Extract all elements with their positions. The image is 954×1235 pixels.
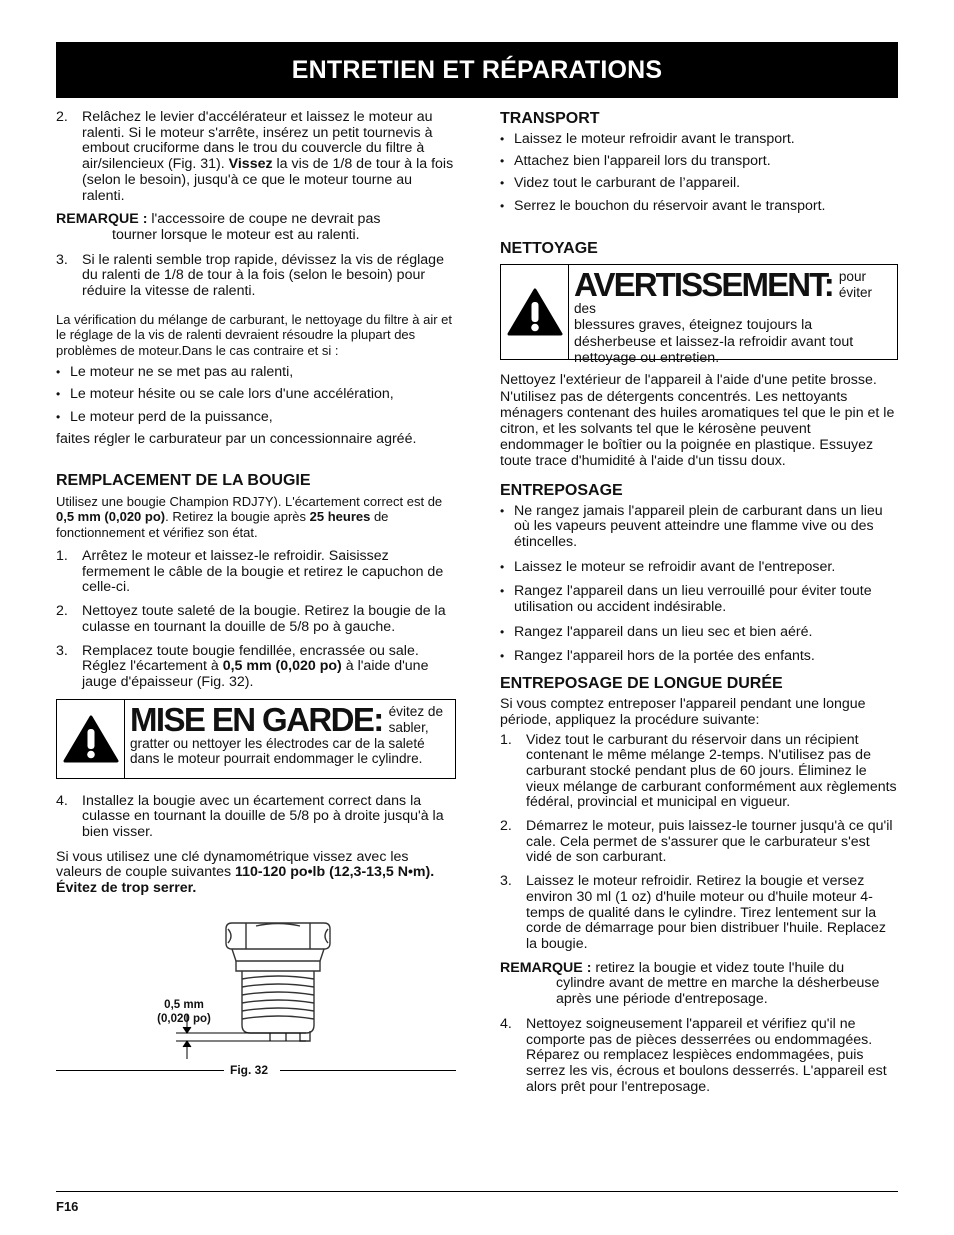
note-idle — [56, 212, 456, 243]
intro-bold: 25 heures — [309, 509, 371, 525]
list-item-text: Le moteur ne se met pas au ralenti, — [70, 364, 294, 381]
step-number: 1. — [500, 731, 512, 748]
cleaning-paragraph: Nettoyez l'extérieur de l'appareil à l'aide d'une petite brosse. N'utilisez pas de détergents concentrés. Les nettoyants ménagers contenant des huiles aromatiques tel que le pin et le citron, et les solvants tel que le kérosène peuvent endommager le boîtier ou la poignée en plastique. Essuyez toute trace d'humidité à l'aide d'un tissu doux. — [500, 372, 895, 470]
step-text: Arrêtez le moteur et laissez-le refroidir. Saisissez fermement le câble de la bougie et retirez le capuchon de celle-ci. — [82, 548, 444, 596]
bullet-icon: • — [500, 559, 505, 574]
step-number: 4. — [56, 792, 68, 809]
bullet-icon: • — [56, 365, 61, 380]
note-label: REMARQUE : — [56, 211, 148, 228]
step-text-part: à l'aide d'une jauge d'épaisseur (Fig. 32). — [82, 658, 429, 690]
step-text — [82, 644, 456, 691]
figure-caption: Fig. 32 — [230, 1062, 269, 1077]
section-title: ENTRETIEN ET RÉPARATIONS — [291, 55, 663, 84]
long-step-4 — [500, 1017, 898, 1096]
list-item-text: Videz tout le carburant de l’appareil. — [514, 175, 741, 192]
list-item — [500, 560, 898, 576]
long-step-3 — [500, 874, 898, 953]
list-item-text: Le moteur perd de la puissance, — [70, 408, 273, 425]
bullet-icon: • — [56, 409, 61, 424]
step-2 — [56, 110, 456, 204]
warning-text-rest: blessures graves, éteignez toujours la désherbeuse et laissez-la refroidir avant tout nettoyage ou entretien. — [574, 317, 854, 367]
transport-list — [500, 132, 898, 214]
note-label: REMARQUE : — [500, 959, 592, 976]
step-number: 3. — [56, 642, 68, 659]
list-item-text: Rangez l'appareil dans un lieu verrouillé pour éviter toute utilisation ou accident indésirable. — [514, 583, 872, 616]
section-header — [56, 42, 898, 98]
list-item-text: Laissez le moteur refroidir avant le transport. — [514, 131, 795, 147]
step-text-bold: 0,5 mm (0,020 po) — [222, 658, 342, 675]
list-item — [500, 132, 898, 148]
list-item-text: Ne rangez jamais l'appareil plein de carburant dans un lieu où les vapeurs peuvent atteindre une flamme vive ou des étincelles. — [514, 502, 883, 550]
step-text: Videz tout le carburant du réservoir dans un récipient contenant le même mélange 2-temps. N'utilisez pas de carburant stocké pendant plus de 60 jours. Éliminez le vieux mélange de carburant conformément aux règlements fédéral, provincial et municipal en vigueur. — [526, 731, 897, 811]
gap-label — [144, 998, 224, 1026]
plug-step-1 — [56, 549, 456, 596]
warning-title: AVERTISSEMENT: — [574, 266, 833, 304]
caution-text-rest: gratter ou nettoyer les électrodes car de la saleté dans le moteur pourrait endommager le cylindre. — [130, 735, 425, 767]
gap-label-mm: 0,5 mm — [164, 998, 204, 1011]
list-item — [500, 199, 898, 215]
long-step-1 — [500, 733, 898, 812]
list-item-text: Le moteur hésite ou se cale lors d'une accélération, — [70, 386, 394, 403]
step-text: Si le ralenti semble trop rapide, dévissez la vis de réglage du ralenti de 1/8 de tour à la fois (selon le besoin) pour réduire la vitesse de ralenti. — [82, 251, 444, 300]
step-number: 3. — [56, 251, 68, 268]
list-item — [56, 387, 456, 403]
heading-storage: ENTREPOSAGE — [500, 481, 623, 499]
step-text: Nettoyez toute saleté de la bougie. Retirez la bougie de la culasse en tournant la douille de 5/8 po à gauche. — [82, 603, 446, 635]
list-item-text: Attachez bien l'appareil lors du transport. — [514, 153, 771, 170]
note-text: retirez la bougie et videz toute l'huile du — [591, 959, 845, 976]
step-text-part: la vis de 1/8 de tour à la fois (selon le besoin), jusqu'à ce que le moteur tourne au ralenti. — [82, 156, 454, 204]
paragraph-troubleshoot: La vérification du mélange de carburant, le nettoyage du filtre à air et le réglage de la vis de ralenti devraient résoudre la plupart des problèmes de moteur.Dans le cas contraire et si : — [56, 311, 453, 358]
warning-triangle-icon — [507, 287, 563, 337]
step-number: 2. — [56, 603, 68, 620]
gap-label-in: (0,020 po) — [157, 1012, 211, 1025]
figure-rule-left — [56, 1070, 224, 1071]
heading-transport: TRANSPORT — [500, 110, 600, 127]
step-text-part: Relâchez le levier d'accélérateur et laissez le moteur au ralenti. Si le moteur s'arrête, insérez un petit tournevis à embout cruciforme dans le trou du couvercle du filtre à air/silencieux (Fig. 31). — [82, 109, 433, 173]
bullet-icon: • — [500, 176, 505, 191]
heading-spark-plug: REMPLACEMENT DE LA BOUGIE — [56, 471, 311, 489]
caution-box — [56, 699, 456, 779]
warning-triangle-icon — [63, 714, 119, 764]
long-step-2 — [500, 819, 898, 866]
page-number: F16 — [56, 1199, 79, 1214]
intro-part: . Retirez la bougie après — [165, 509, 310, 525]
torque-text: Si vous utilisez une clé dynamométrique vissez avec les valeurs de couple suivantes — [56, 848, 409, 881]
list-item — [500, 154, 898, 170]
step-text: Installez la bougie avec un écartement correct dans la culasse en tournant la douille de 5/8 po à droite jusqu'à la bien visser. — [82, 792, 444, 841]
warning-text-start: pour éviter des — [574, 269, 873, 317]
torque-paragraph — [56, 850, 456, 897]
bullet-icon: • — [500, 624, 505, 639]
warning-box — [500, 264, 898, 367]
spark-plug-intro — [56, 494, 456, 541]
warning-icon-cell — [501, 265, 569, 359]
step-number: 2. — [56, 109, 68, 125]
symptom-list — [56, 365, 456, 425]
storage-list — [500, 504, 898, 666]
bullet-icon: • — [500, 198, 505, 213]
bullet-icon: • — [500, 584, 505, 599]
list-item-text: Laissez le moteur se refroidir avant de l'entreposer. — [514, 558, 836, 575]
plug-step-4 — [56, 794, 456, 841]
step-number: 3. — [500, 873, 512, 890]
step-3 — [56, 253, 456, 300]
list-item — [56, 365, 456, 381]
bullet-icon: • — [500, 132, 505, 146]
caution-text-start: évitez de sabler, — [388, 703, 444, 735]
bullet-icon: • — [500, 154, 505, 169]
list-item-text: Rangez l'appareil hors de la portée des enfants. — [514, 648, 815, 665]
long-storage-intro: Si vous comptez entreposer l'appareil pendant une longue période, appliquez la procédure suivante: — [500, 696, 866, 728]
footer-rule — [56, 1191, 898, 1192]
heading-cleaning: NETTOYAGE — [500, 240, 598, 258]
note-text: l'accessoire de coupe ne devrait pas — [147, 211, 381, 228]
plug-step-3 — [56, 644, 456, 691]
note-text-indented: cylindre avant de mettre en marche la désherbeuse après une période d'entreposage. — [556, 975, 880, 1008]
list-item — [500, 176, 898, 192]
bullet-icon: • — [500, 503, 505, 518]
figure-rule-right — [280, 1070, 456, 1071]
list-item — [500, 649, 898, 665]
list-item-text: Serrez le bouchon du réservoir avant le transport. — [514, 197, 826, 214]
intro-part: Utilisez une bougie Champion RDJ7Y). L'écartement correct est de — [56, 493, 443, 509]
heading-long-storage: ENTREPOSAGE DE LONGUE DURÉE — [500, 675, 783, 693]
caution-icon-cell — [57, 700, 125, 778]
intro-bold: 0,5 mm (0,020 po) — [56, 509, 166, 525]
list-item — [56, 410, 456, 426]
caution-title: MISE EN GARDE: — [130, 700, 383, 738]
plug-step-2 — [56, 604, 456, 635]
note-text-indented: tourner lorsque le moteur est au ralenti. — [112, 226, 360, 243]
figure-32 — [56, 903, 456, 1099]
paragraph-dealer: faites régler le carburateur par un concessionnaire agréé. — [56, 430, 417, 447]
spark-plug-illustration — [56, 903, 456, 1063]
step-number: 2. — [500, 818, 512, 835]
bullet-icon: • — [56, 387, 61, 402]
right-column — [500, 110, 898, 1103]
warning-text — [569, 265, 897, 367]
step-number: 4. — [500, 1015, 512, 1032]
intro-part: de fonctionnement et vérifiez son état. — [56, 509, 389, 540]
step-text — [82, 110, 456, 204]
list-item — [500, 584, 898, 615]
step-text: Laissez le moteur refroidir. Retirez la bougie et versez environ 30 ml (1 oz) d'huile moteur ou d'huile moteur 4-temps de qualité dans le cylindre. Tirez lentement sur la corde de démarrage pour bien distribuer l'huile. Replacez la bougie. — [526, 873, 886, 952]
step-text-bold: Vissez — [228, 156, 273, 173]
note-long-storage — [500, 961, 898, 1008]
list-item-text: Rangez l'appareil dans un lieu sec et bien aéré. — [514, 623, 813, 640]
list-item — [500, 504, 898, 551]
step-text: Démarrez le moteur, puis laissez-le tourner jusqu'à ce qu'il cale. Cela permet de s'assurer que le carburateur s'est vidé de son carburant. — [526, 818, 893, 866]
list-item — [500, 625, 898, 641]
step-text-part: Remplacez toute bougie fendillée, encrassée ou sale. Réglez l'écartement à — [82, 642, 419, 675]
caution-text — [125, 700, 455, 778]
left-column — [56, 110, 456, 1099]
step-text: Nettoyez soigneusement l'appareil et vérifiez qu'il ne comporte pas de pièces desserrées ou endommagées. Réparez ou remplacez lespièces endommagées, puis serrez les vis, écrous et boulons desserrés. L'appareil est alors prêt pour l'entreposage. — [526, 1015, 887, 1095]
bullet-icon: • — [500, 649, 505, 664]
step-number: 1. — [56, 548, 68, 565]
torque-value: 110-120 po•lb (12,3-13,5 N•m). Évitez de trop serrer. — [56, 864, 435, 897]
